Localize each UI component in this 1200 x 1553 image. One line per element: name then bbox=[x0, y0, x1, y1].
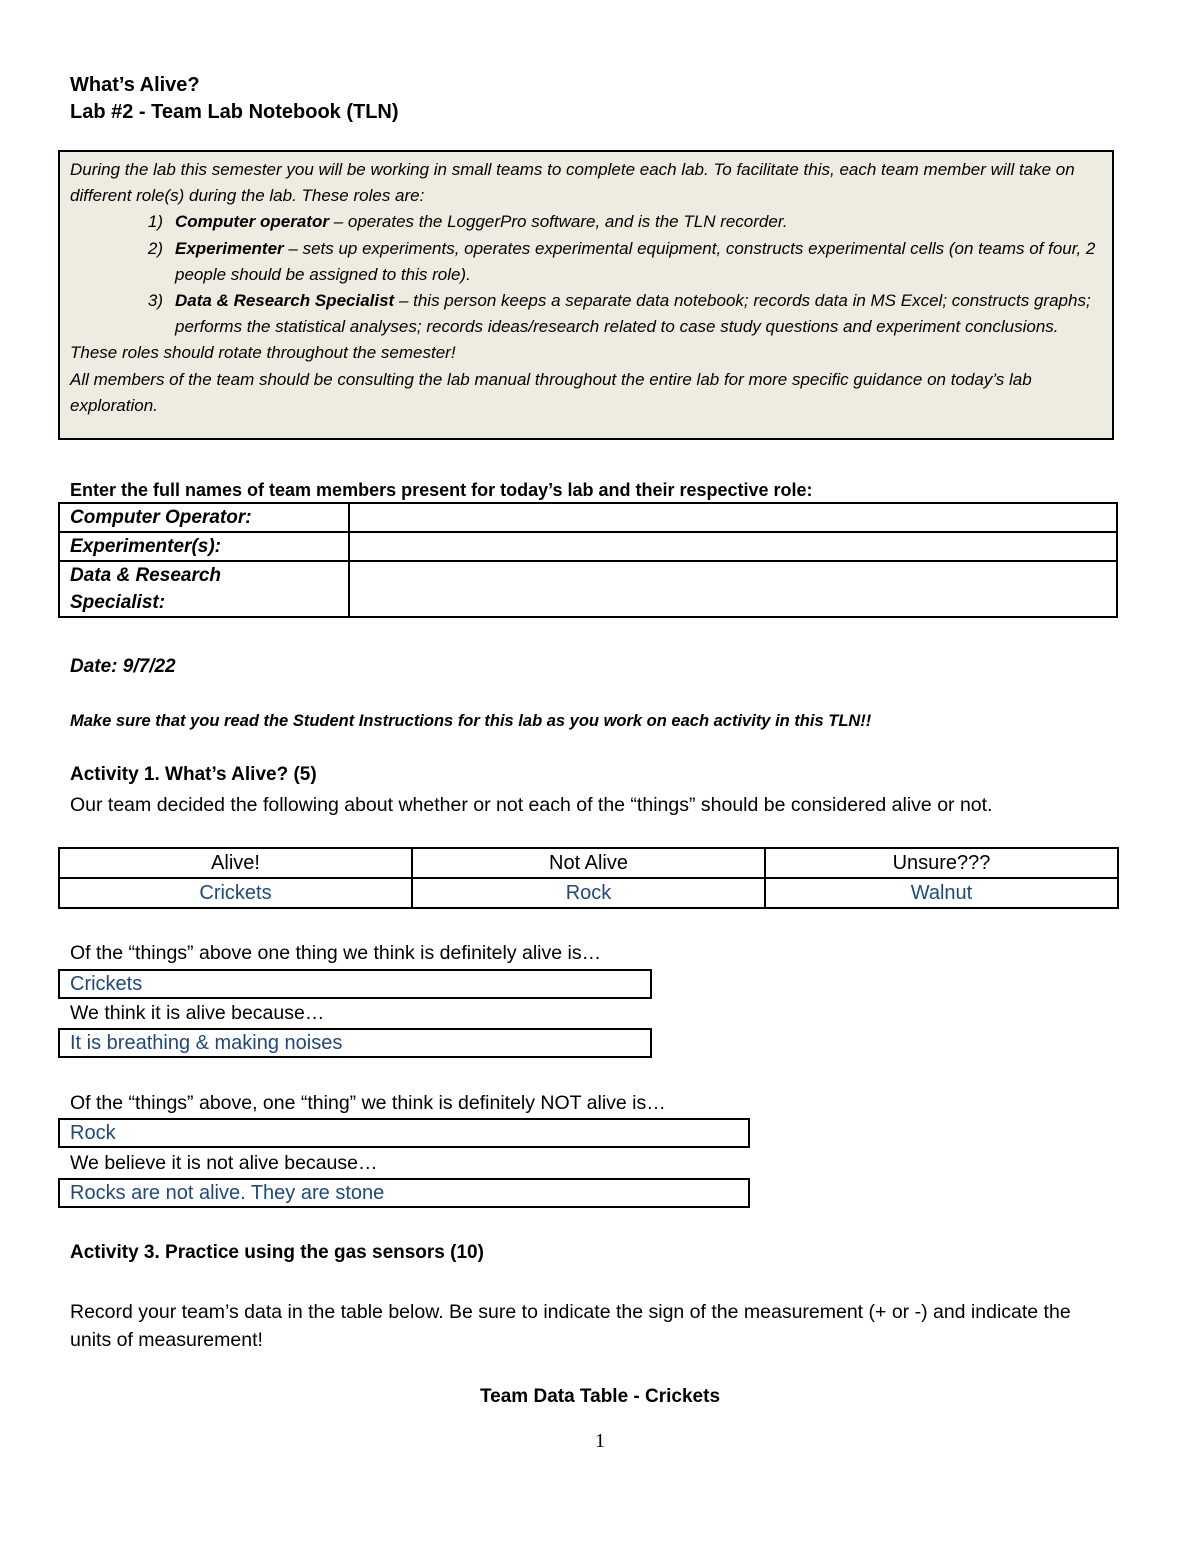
header-not-alive: Not Alive bbox=[412, 848, 765, 878]
answer-not-alive-why-field[interactable]: Rocks are not alive. They are stone bbox=[58, 1178, 750, 1208]
role-item-data-specialist: 3) Data & Research Specialist – this person keeps a separate data notebook; records data in MS Excel; constructs graphs; performs the statistical analyses; records ideas/research related to case study questions and experiment conclusions. bbox=[147, 291, 1091, 337]
header-unsure: Unsure??? bbox=[765, 848, 1118, 878]
question-not-alive-why: We believe it is not alive because… bbox=[70, 1152, 378, 1174]
role-item-computer-operator: 1) Computer operator – operates the LoggerPro software, and is the TLN recorder. bbox=[147, 212, 788, 232]
answer-alive-why-field[interactable]: It is breathing & making noises bbox=[58, 1028, 652, 1058]
answer-not-alive-field[interactable]: Rock bbox=[58, 1118, 750, 1148]
activity3-instructions: Record your team’s data in the table below. Be sure to indicate the sign of the measurement (+ or -) and indicate the units of measurement! bbox=[70, 1301, 1071, 1351]
rotate-note: These roles should rotate throughout the semester! bbox=[70, 343, 456, 363]
table-row bbox=[59, 848, 1118, 878]
intro-paragraph: During the lab this semester you will be working in small teams to complete each lab. To facilitate this, each team member will take on different role(s) during the lab. These roles are: bbox=[70, 160, 1075, 206]
computer-operator-field[interactable] bbox=[349, 503, 1117, 532]
question-alive-why: We think it is alive because… bbox=[70, 1002, 325, 1024]
experimenter-label: Experimenter(s): bbox=[59, 532, 349, 561]
roles-info-box bbox=[58, 150, 1114, 440]
team-data-table-title: Team Data Table - Crickets bbox=[479, 1386, 721, 1407]
question-not-alive: Of the “things” above, one “thing” we think is definitely NOT alive is… bbox=[70, 1092, 666, 1114]
date-line: Date: 9/7/22 bbox=[70, 656, 176, 677]
header-alive: Alive! bbox=[59, 848, 412, 878]
cell-alive[interactable]: Crickets bbox=[59, 878, 412, 908]
cell-unsure[interactable]: Walnut bbox=[765, 878, 1118, 908]
table-row bbox=[59, 561, 1117, 617]
team-heading: Enter the full names of team members present for today’s lab and their respective role: bbox=[70, 480, 813, 500]
doc-subtitle: Lab #2 - Team Lab Notebook (TLN) bbox=[70, 101, 399, 123]
document-page bbox=[70, 72, 1120, 1407]
doc-title: What’s Alive? bbox=[70, 74, 200, 96]
answer-alive-field[interactable]: Crickets bbox=[58, 969, 652, 999]
table-row bbox=[59, 532, 1117, 561]
data-specialist-label: Data & Research Specialist: bbox=[59, 561, 349, 617]
alive-classification-table bbox=[58, 847, 1119, 909]
data-specialist-field[interactable] bbox=[349, 561, 1117, 617]
activity1-heading: Activity 1. What’s Alive? (5) bbox=[70, 764, 317, 785]
consult-note: All members of the team should be consulting the lab manual throughout the entire lab for more specific guidance on today’s lab exploration. bbox=[70, 369, 1032, 415]
table-row bbox=[59, 503, 1117, 532]
question-alive: Of the “things” above one thing we think is definitely alive is… bbox=[70, 942, 602, 964]
table-row bbox=[59, 878, 1118, 908]
computer-operator-label: Computer Operator: bbox=[59, 503, 349, 532]
activity1-intro: Our team decided the following about whether or not each of the “things” should be considered alive or not. bbox=[70, 794, 993, 816]
team-members-table bbox=[58, 502, 1118, 618]
instructions-reminder: Make sure that you read the Student Instructions for this lab as you work on each activity in this TLN!! bbox=[70, 712, 872, 730]
page-number: 1 bbox=[595, 1430, 605, 1452]
cell-not-alive[interactable]: Rock bbox=[412, 878, 765, 908]
activity3-heading: Activity 3. Practice using the gas sensors (10) bbox=[70, 1242, 484, 1263]
role-item-experimenter: 2) Experimenter – sets up experiments, operates experimental equipment, constructs experimental cells (on teams of four, 2 people should be assigned to this role). bbox=[147, 238, 1096, 284]
experimenter-field[interactable] bbox=[349, 532, 1117, 561]
